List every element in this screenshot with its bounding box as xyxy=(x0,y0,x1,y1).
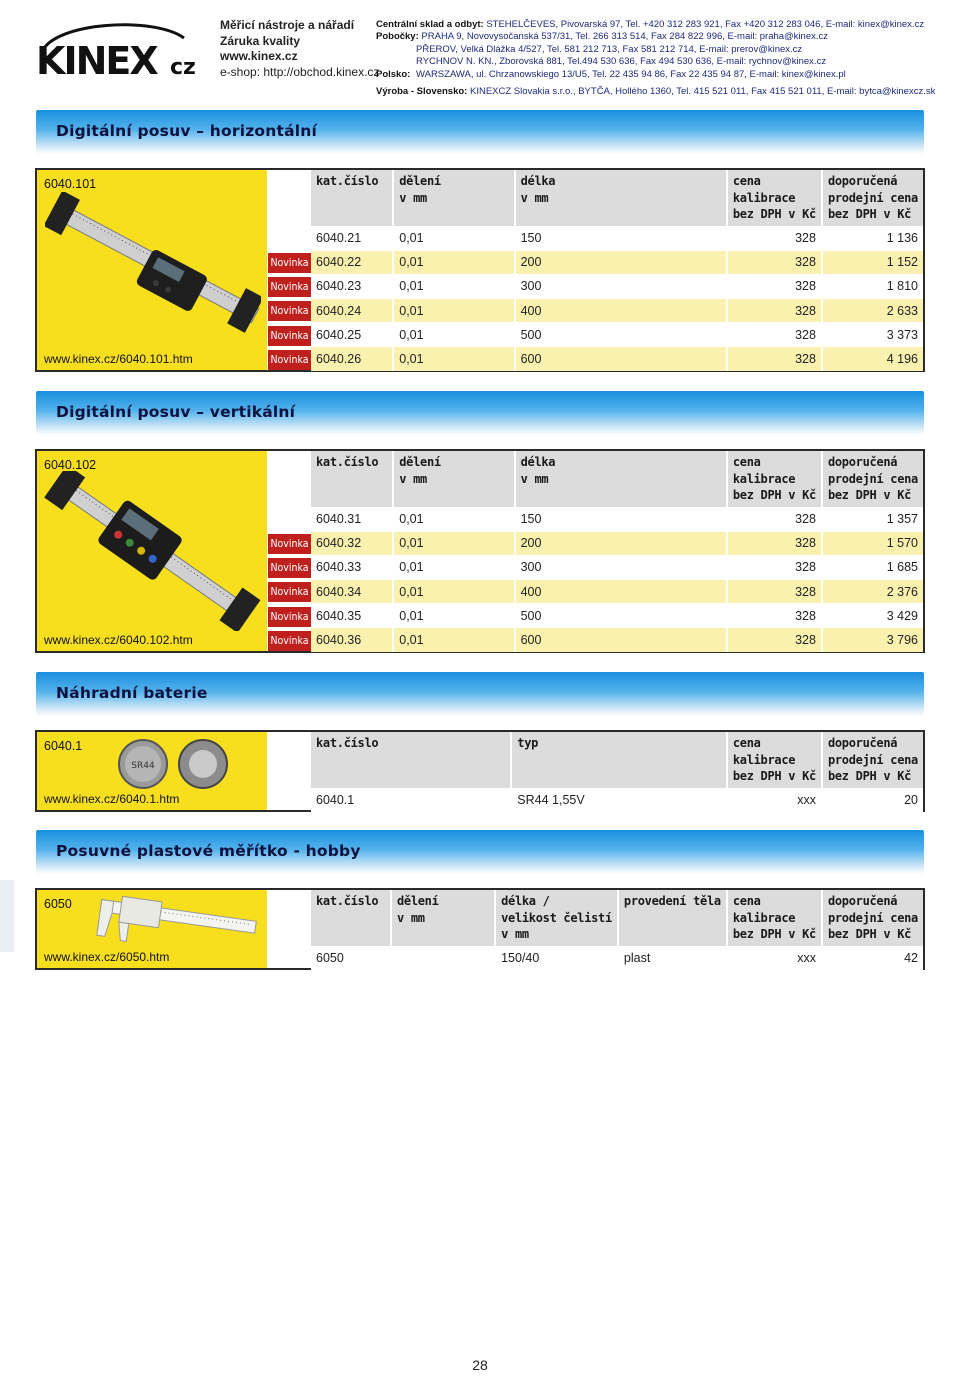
cell-type: SR44 1,55V xyxy=(511,788,727,812)
product-url[interactable]: www.kinex.cz/6050.htm xyxy=(44,950,170,964)
section-title-bar xyxy=(36,391,924,435)
cell-price: 1 810 xyxy=(822,274,923,298)
cell-cat: 6040.36 xyxy=(311,628,393,652)
header-length-jaws: délka / velikost čelistí v mm xyxy=(495,890,618,946)
header-length: délka v mm xyxy=(515,170,727,226)
header-length: délka v mm xyxy=(515,451,727,507)
digital-scale-vertical-image xyxy=(43,471,261,631)
header-cat: kat.číslo xyxy=(311,890,391,946)
cell-length: 200 xyxy=(515,250,727,274)
cell-division: 0,01 xyxy=(393,299,514,323)
cell-cat: 6050 xyxy=(311,946,391,970)
cell-price: 1 152 xyxy=(822,250,923,274)
table-row xyxy=(311,507,923,531)
section-title-bar xyxy=(36,672,924,716)
production-label: Výroba - Slovensko: xyxy=(376,85,468,97)
cell-price: 2 376 xyxy=(822,580,923,604)
header-calibration: cena kalibrace bez DPH v Kč xyxy=(727,890,822,946)
cell-cat: 6040.1 xyxy=(311,788,511,812)
header-price: doporučená prodejní cena bez DPH v Kč xyxy=(822,890,923,946)
cell-division: 0,01 xyxy=(393,580,514,604)
cell-division: 0,01 xyxy=(393,507,514,531)
table-row xyxy=(311,250,923,274)
tagline-2: Záruka kvality xyxy=(220,33,301,48)
header-calibration: cena kalibrace bez DPH v Kč xyxy=(727,170,822,226)
cell-calibration: 328 xyxy=(727,226,822,250)
cell-division: 0,01 xyxy=(393,226,514,250)
production-text: KINEXCZ Slovakia s.r.o., BYTČA, Hollého 1360, Tel. 415 521 011, Fax 415 521 011, E-mail: bytca@kinexcz.sk xyxy=(469,85,936,97)
cell-length: 400 xyxy=(515,299,727,323)
header-body: provedení těla xyxy=(618,890,727,946)
cell-cat: 6040.25 xyxy=(311,323,393,347)
tagline-1: Měřicí nástroje a nářadí xyxy=(220,18,355,32)
cell-price: 3 373 xyxy=(822,323,923,347)
header-calibration: cena kalibrace bez DPH v Kč xyxy=(727,451,822,507)
product-image-cell xyxy=(37,890,267,968)
product-code: 6040.1 xyxy=(44,739,83,753)
cell-length: 150 xyxy=(515,507,727,531)
website-link[interactable]: www.kinex.cz xyxy=(220,49,298,63)
novinka-badge: Novinka xyxy=(268,607,311,627)
table-row xyxy=(311,299,923,323)
cell-division: 0,01 xyxy=(393,531,514,555)
cell-division: 0,01 xyxy=(393,604,514,628)
poland-text: WARSZAWA, ul. Chrzanowskiego 13/U5, Tel. 22 435 94 86, Fax 22 435 94 87, E-mail: kinex@kinex.pl xyxy=(416,68,846,80)
cell-cat: 6040.33 xyxy=(311,555,393,579)
cell-calibration: xxx xyxy=(727,788,822,812)
cell-division: 0,01 xyxy=(393,274,514,298)
table-row xyxy=(311,788,923,812)
cell-length: 400 xyxy=(515,580,727,604)
cell-length: 500 xyxy=(515,604,727,628)
spec-table xyxy=(311,890,923,970)
cell-calibration: 328 xyxy=(727,507,822,531)
product-url[interactable]: www.kinex.cz/6040.101.htm xyxy=(44,352,193,366)
cell-calibration: 328 xyxy=(727,299,822,323)
svg-text:KINEX: KINEX xyxy=(36,39,157,80)
cell-calibration: 328 xyxy=(727,580,822,604)
cell-calibration: 328 xyxy=(727,347,822,371)
poland-label: Polsko: xyxy=(376,68,411,80)
cell-cat: 6040.32 xyxy=(311,531,393,555)
spec-table xyxy=(311,170,923,371)
product-block-vertical xyxy=(35,449,925,653)
page-number: 28 xyxy=(472,1357,488,1373)
table-row xyxy=(311,531,923,555)
product-image-cell xyxy=(37,732,267,810)
svg-text:cz: cz xyxy=(170,55,196,80)
product-code: 6050 xyxy=(44,897,72,911)
novinka-badge: Novinka xyxy=(268,253,311,273)
table-row xyxy=(311,580,923,604)
header-price: doporučená prodejní cena bez DPH v Kč xyxy=(822,170,923,226)
cell-length: 300 xyxy=(515,274,727,298)
cell-price: 42 xyxy=(822,946,923,970)
table-row xyxy=(311,555,923,579)
cell-division: 0,01 xyxy=(393,347,514,371)
cell-length: 300 xyxy=(515,555,727,579)
branches-label: Pobočky: xyxy=(376,31,419,43)
spec-table xyxy=(311,732,923,812)
product-image-cell xyxy=(37,170,267,370)
battery-image xyxy=(115,738,235,790)
cell-length: 600 xyxy=(515,347,727,371)
cell-calibration: 328 xyxy=(727,531,822,555)
cell-cat: 6040.21 xyxy=(311,226,393,250)
product-image-cell xyxy=(37,451,267,651)
novinka-badge: Novinka xyxy=(268,582,311,602)
cell-price: 3 796 xyxy=(822,628,923,652)
table-row xyxy=(311,347,923,371)
cell-price: 1 136 xyxy=(822,226,923,250)
branch-3: RYCHNOV N. KN., Zborovská 881, Tel.494 530 636, Fax 494 530 636, E-mail: rychnov@kinex.cz xyxy=(416,56,827,68)
header-type: typ xyxy=(511,732,727,788)
cell-calibration: 328 xyxy=(727,555,822,579)
header-price: doporučená prodejní cena bez DPH v Kč xyxy=(822,451,923,507)
cell-calibration: 328 xyxy=(727,274,822,298)
contacts-block xyxy=(376,19,935,98)
central-label: Centrální sklad a odbyt: xyxy=(376,19,484,30)
cell-price: 1 357 xyxy=(822,507,923,531)
cell-cat: 6040.34 xyxy=(311,580,393,604)
cell-length: 200 xyxy=(515,531,727,555)
plastic-caliper-image xyxy=(89,896,261,954)
header-calibration: cena kalibrace bez DPH v Kč xyxy=(727,732,822,788)
digital-scale-horizontal-image xyxy=(45,192,261,342)
header-cat: kat.číslo xyxy=(311,451,393,507)
cell-body: plast xyxy=(618,946,727,970)
header-division: dělení v mm xyxy=(391,890,495,946)
cell-cat: 6040.26 xyxy=(311,347,393,371)
header-cat: kat.číslo xyxy=(311,732,511,788)
table-row xyxy=(311,274,923,298)
cell-price: 1 685 xyxy=(822,555,923,579)
header-price: doporučená prodejní cena bez DPH v Kč xyxy=(822,732,923,788)
section-title: Digitální posuv – horizontální xyxy=(56,122,318,140)
branch-2: PŘEROV, Velká Dlážka 4/527, Tel. 581 212 713, Fax 581 212 714, E-mail: prerov@kinex.cz xyxy=(416,43,803,55)
cell-cat: 6040.23 xyxy=(311,274,393,298)
brand-info xyxy=(220,18,379,80)
spec-table xyxy=(311,451,923,652)
cell-cat: 6040.22 xyxy=(311,250,393,274)
cell-length: 600 xyxy=(515,628,727,652)
section-title-bar xyxy=(36,110,924,154)
kinex-logo xyxy=(34,18,210,80)
product-code: 6040.102 xyxy=(44,458,97,472)
section-title: Posuvné plastové měřítko - hobby xyxy=(56,842,361,860)
section-title: Digitální posuv – vertikální xyxy=(56,403,296,421)
product-url[interactable]: www.kinex.cz/6040.102.htm xyxy=(44,633,193,647)
cell-cat: 6040.24 xyxy=(311,299,393,323)
table-row xyxy=(311,226,923,250)
cell-cat: 6040.31 xyxy=(311,507,393,531)
novinka-badge: Novinka xyxy=(268,277,311,297)
cell-calibration: 328 xyxy=(727,250,822,274)
cell-division: 0,01 xyxy=(393,250,514,274)
section-title-bar xyxy=(36,830,924,874)
cell-calibration: 328 xyxy=(727,604,822,628)
branch-1: PRAHA 9, Novovysočanská 537/31, Tel. 266 313 514, Fax 284 822 996, E-mail: praha@kinex.cz xyxy=(421,31,828,43)
product-block-horizontal xyxy=(35,168,925,372)
cell-division xyxy=(391,946,495,970)
header-division: dělení v mm xyxy=(393,451,514,507)
cell-division: 0,01 xyxy=(393,628,514,652)
table-row xyxy=(311,628,923,652)
cell-division: 0,01 xyxy=(393,555,514,579)
cell-calibration: xxx xyxy=(727,946,822,970)
table-row xyxy=(311,946,923,970)
novinka-badge: Novinka xyxy=(268,350,311,370)
novinka-badge: Novinka xyxy=(268,558,311,578)
cell-division: 0,01 xyxy=(393,323,514,347)
cell-price: 20 xyxy=(822,788,923,812)
cell-calibration: 328 xyxy=(727,323,822,347)
cell-length: 500 xyxy=(515,323,727,347)
eshop-link[interactable]: e-shop: http://obchod.kinex.cz xyxy=(220,64,380,79)
cell-length: 150 xyxy=(515,226,727,250)
novinka-badge: Novinka xyxy=(268,326,311,346)
cell-price: 4 196 xyxy=(822,347,923,371)
product-url[interactable]: www.kinex.cz/6040.1.htm xyxy=(44,792,180,806)
cell-calibration: 328 xyxy=(727,628,822,652)
svg-text:SR44: SR44 xyxy=(131,761,155,771)
page-edge-marker xyxy=(0,880,14,952)
section-title: Náhradní baterie xyxy=(56,684,208,702)
central-text: STEHELČEVES, Pivovarská 97, Tel. +420 312 283 921, Fax +420 312 283 046, E-mail: kinex@kinex.cz xyxy=(486,19,925,30)
product-block-hobby-caliper xyxy=(35,888,925,970)
header-cat: kat.číslo xyxy=(311,170,393,226)
cell-length: 150/40 xyxy=(495,946,618,970)
product-block-battery xyxy=(35,730,925,812)
novinka-badge: Novinka xyxy=(268,301,311,321)
header-division: dělení v mm xyxy=(393,170,514,226)
cell-price: 2 633 xyxy=(822,299,923,323)
cell-price: 3 429 xyxy=(822,604,923,628)
product-code: 6040.101 xyxy=(44,177,97,191)
table-row xyxy=(311,604,923,628)
novinka-badge: Novinka xyxy=(268,631,311,651)
cell-cat: 6040.35 xyxy=(311,604,393,628)
novinka-badge: Novinka xyxy=(268,534,311,554)
table-row xyxy=(311,323,923,347)
cell-price: 1 570 xyxy=(822,531,923,555)
